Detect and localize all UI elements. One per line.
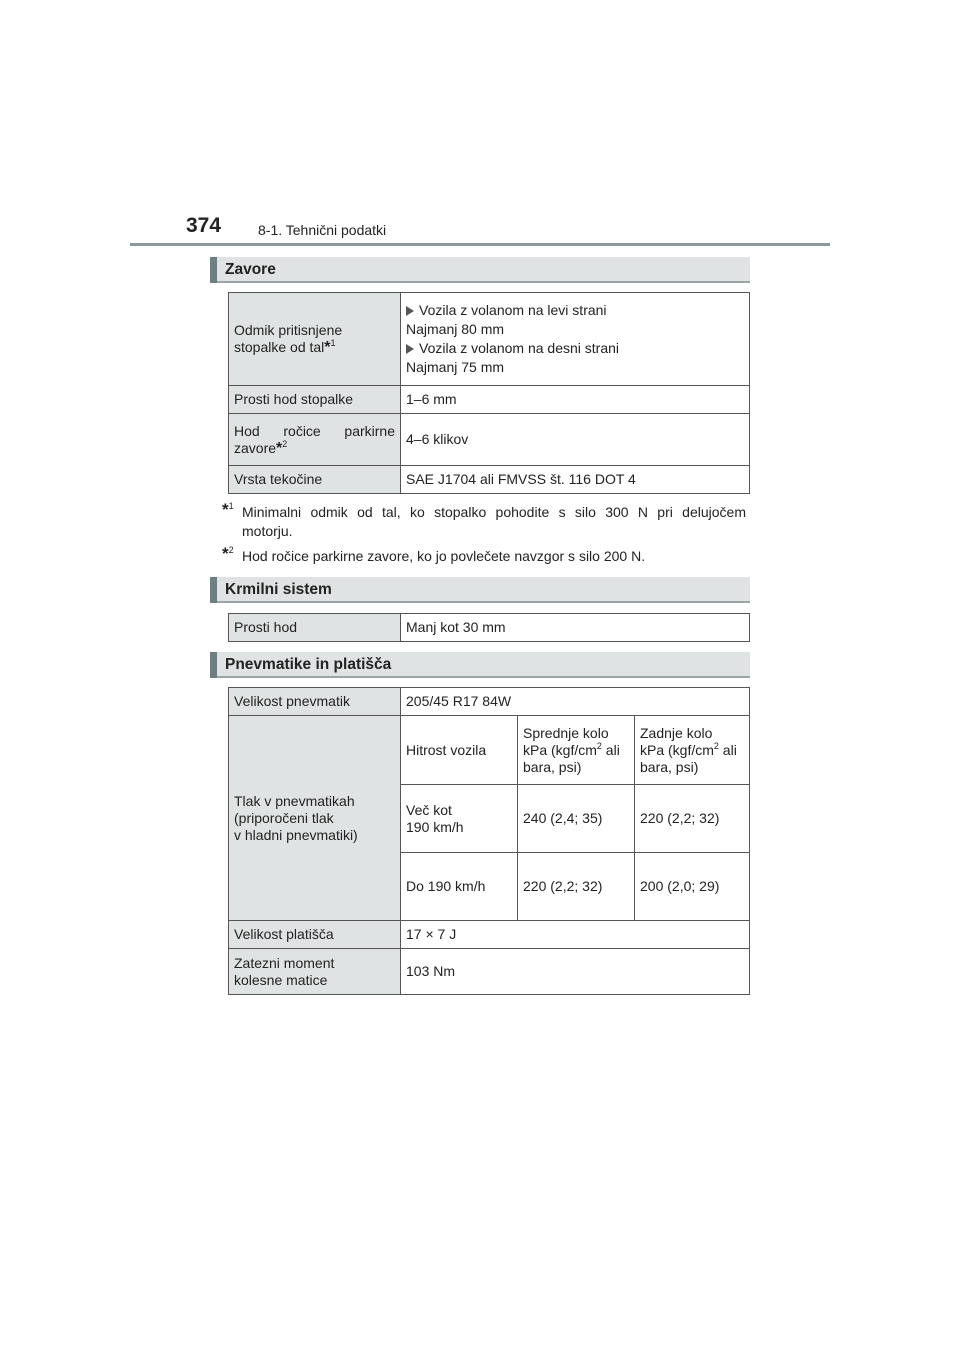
header-rule (130, 243, 830, 246)
rear-pressure: 220 (2,2; 32) (635, 785, 750, 853)
table-row (229, 293, 750, 386)
footnote-text: Hod ročice parkirne zavore, ko jo povlečete navzgor s silo 200 N. (242, 548, 646, 564)
table-cell-label (229, 716, 401, 921)
front-header (518, 716, 635, 785)
note-star: * (324, 339, 331, 356)
section-tires-title: Pnevmatike in platišča (225, 656, 392, 673)
brakes-table (228, 292, 750, 494)
table-cell-value: 103 Nm (401, 949, 750, 995)
section-brakes-title: Zavore (225, 261, 276, 278)
page-number: 374 (186, 214, 222, 237)
table-row (229, 921, 750, 949)
speed-cell: Do 190 km/h (401, 853, 518, 921)
parking-brake-label-2: zavore (234, 439, 277, 456)
rear-header-2: kPa (kgf/cm (640, 741, 714, 758)
table-cell-label: Velikost pnevmatik (229, 688, 401, 716)
rear-pressure: 200 (2,0; 29) (635, 853, 750, 921)
rear-header-4: bara, psi) (640, 758, 699, 775)
table-row (229, 688, 750, 716)
rear-header (635, 716, 750, 785)
rear-header-3: ali (718, 741, 737, 758)
table-cell-label (229, 414, 401, 466)
note-number: 1 (228, 501, 234, 511)
chapter-title: 8-1. Tehnični podatki (258, 222, 387, 238)
table-row (229, 466, 750, 494)
pedal-clearance-label: Odmik pritisnjene stopalke od tal (234, 322, 343, 355)
speed-line-2: 190 km/h (406, 818, 464, 835)
rhd-value: Najmanj 75 mm (406, 359, 505, 375)
footnote-text: Minimalni odmik od tal, ko stopalko pohodite s silo 300 N pri delujočem (242, 504, 746, 520)
pressure-label-1: Tlak v pnevmatikah (234, 792, 355, 809)
tires-table (228, 687, 750, 995)
speed-line-1: Več kot (406, 801, 452, 818)
table-cell-label: Prosti hod (229, 614, 401, 642)
footnote-mark (222, 500, 234, 520)
footnote-2 (222, 544, 746, 566)
lhd-value: Najmanj 80 mm (406, 321, 505, 337)
front-header-2: kPa (kgf/cm (523, 741, 597, 758)
front-header-1: Sprednje kolo (523, 724, 609, 741)
section-steering-header (210, 577, 750, 603)
superscript: 2 (713, 740, 719, 751)
note-star: * (276, 439, 283, 457)
list-item (406, 302, 744, 319)
superscript: 2 (596, 740, 602, 751)
triangle-bullet-icon (406, 306, 414, 316)
section-steering-title: Krmilni sistem (225, 581, 332, 598)
footnote-text-2: motorju. (242, 523, 293, 539)
table-row (229, 716, 750, 785)
table-row (229, 614, 750, 642)
table-cell-label (229, 293, 401, 386)
table-cell-value: 205/45 R17 84W (401, 688, 750, 716)
list-item (406, 340, 744, 357)
footnote-mark (222, 544, 234, 564)
rear-header-1: Zadnje kolo (640, 724, 713, 741)
table-row (229, 949, 750, 995)
table-cell-label (229, 949, 401, 995)
rhd-label: Vozila z volanom na desni strani (419, 340, 619, 356)
triangle-bullet-icon (406, 344, 414, 354)
note-star: * (222, 544, 229, 563)
table-cell-value: 1–6 mm (401, 386, 750, 414)
table-cell-value: 4–6 klikov (401, 414, 750, 466)
table-cell-value: SAE J1704 ali FMVSS št. 116 DOT 4 (401, 466, 750, 494)
torque-label-2: kolesne matice (234, 971, 328, 988)
table-cell-label: Vrsta tekočine (229, 466, 401, 494)
table-cell-value: Manj kot 30 mm (401, 614, 750, 642)
torque-label-1: Zatezni moment (234, 954, 335, 971)
front-pressure: 220 (2,2; 32) (518, 853, 635, 921)
pressure-label-3: v hladni pnevmatiki) (234, 826, 358, 843)
footnote-1 (222, 500, 746, 541)
section-tires-header (210, 652, 750, 678)
steering-table (228, 613, 750, 642)
speed-header: Hitrost vozila (401, 716, 518, 785)
table-cell-value (401, 293, 750, 386)
section-brakes-header (210, 257, 750, 283)
note-star: * (222, 500, 229, 519)
front-header-3: ali (601, 741, 620, 758)
front-pressure: 240 (2,4; 35) (518, 785, 635, 853)
lhd-label: Vozila z volanom na levi strani (419, 302, 607, 318)
note-number: 1 (330, 338, 336, 348)
table-cell-value: 17 × 7 J (401, 921, 750, 949)
note-number: 2 (228, 545, 234, 555)
table-row (229, 386, 750, 414)
pressure-label-2: (priporočeni tlak (234, 809, 334, 826)
note-number: 2 (282, 438, 288, 449)
table-row (229, 414, 750, 466)
table-cell-label: Velikost platišča (229, 921, 401, 949)
front-header-4: bara, psi) (523, 758, 582, 775)
table-cell-label: Prosti hod stopalke (229, 386, 401, 414)
speed-cell (401, 785, 518, 853)
parking-brake-label: Hod ročice parkirne (234, 422, 395, 439)
